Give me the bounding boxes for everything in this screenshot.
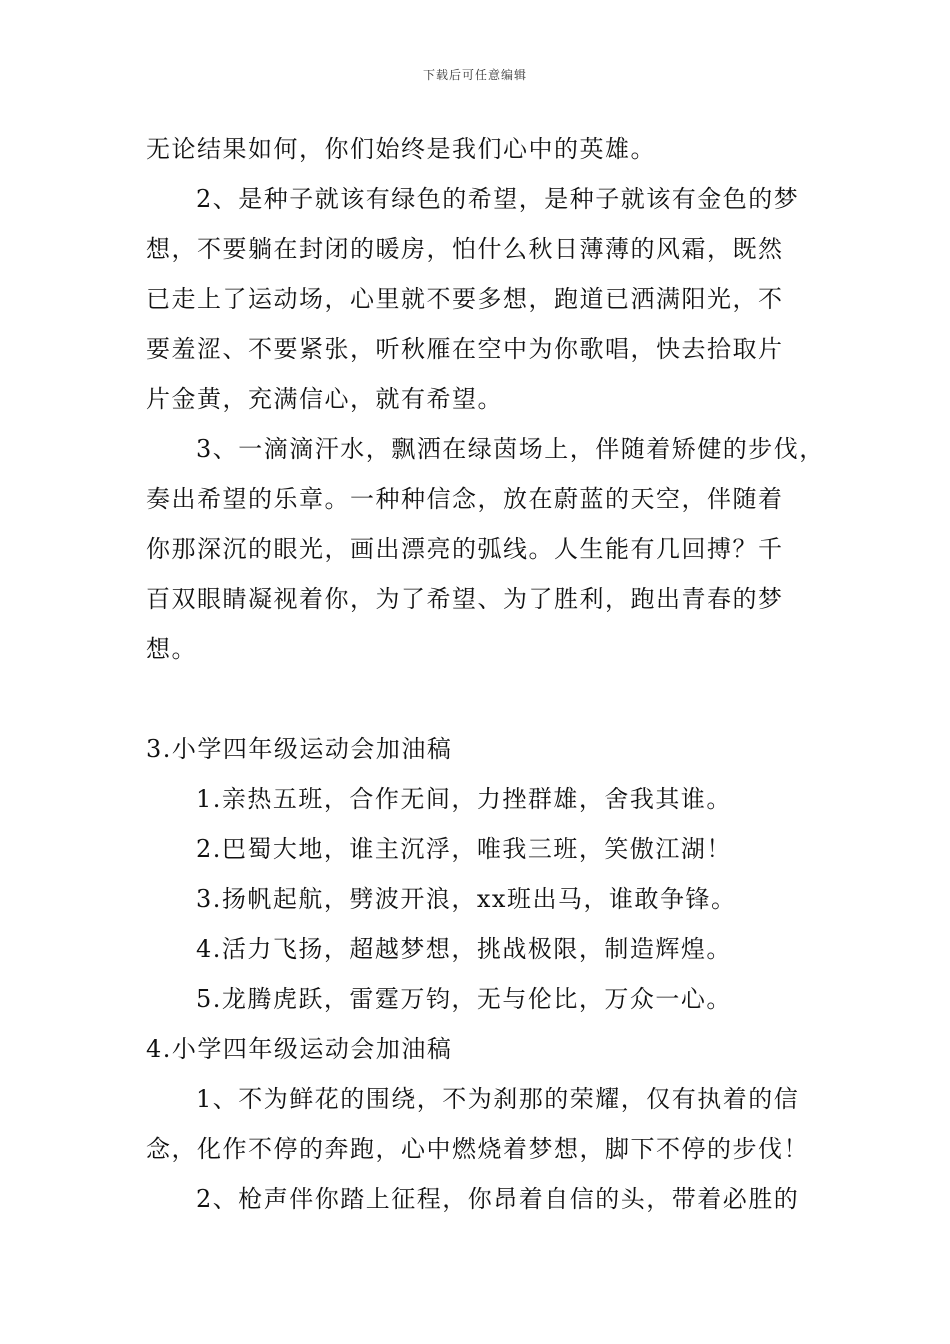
list-item: 5.龙腾虎跃，雷霆万钧，无与伦比，万众一心。 bbox=[196, 985, 732, 1013]
list-item: 2.巴蜀大地，谁主沉浮，唯我三班，笑傲江湖！ bbox=[196, 835, 732, 863]
section-heading: 4.小学四年级运动会加油稿 bbox=[146, 1035, 453, 1063]
text-line: 要羞涩、不要紧张，听秋雁在空中为你歌唱，快去拾取片 bbox=[146, 335, 784, 363]
text-line: 想。 bbox=[146, 635, 197, 663]
text-line: 已走上了运动场，心里就不要多想，跑道已洒满阳光，不 bbox=[146, 285, 784, 313]
text-line: 百双眼睛凝视着你，为了希望、为了胜利，跑出青春的梦 bbox=[146, 585, 784, 613]
paragraph-start-line: 2、枪声伴你踏上征程，你昂着自信的头，带着必胜的 bbox=[196, 1185, 800, 1213]
list-item: 4.活力飞扬，超越梦想，挑战极限，制造辉煌。 bbox=[196, 935, 732, 963]
text-line: 想，不要躺在封闭的暖房，怕什么秋日薄薄的风霜，既然 bbox=[146, 235, 784, 263]
text-line: 念，化作不停的奔跑，心中燃烧着梦想，脚下不停的步伐！ bbox=[146, 1135, 809, 1163]
list-item: 3.扬帆起航，劈波开浪，xx班出马，谁敢争锋。 bbox=[196, 885, 737, 913]
text-line: 你那深沉的眼光，画出漂亮的弧线。人生能有几回搏？千 bbox=[146, 535, 784, 563]
section-heading: 3.小学四年级运动会加油稿 bbox=[146, 735, 453, 763]
text-line: 无论结果如何，你们始终是我们心中的英雄。 bbox=[146, 135, 656, 163]
paragraph-start-line: 1、不为鲜花的围绕，不为刹那的荣耀，仅有执着的信 bbox=[196, 1085, 800, 1113]
page-header: 下载后可任意编辑 bbox=[422, 68, 527, 82]
list-item: 1.亲热五班，合作无间，力挫群雄，舍我其谁。 bbox=[196, 785, 732, 813]
text-line: 片金黄，充满信心，就有希望。 bbox=[146, 385, 503, 413]
paragraph-start-line: 2、是种子就该有绿色的希望，是种子就该有金色的梦 bbox=[196, 185, 800, 213]
text-line: 奏出希望的乐章。一种种信念，放在蔚蓝的天空，伴随着 bbox=[146, 485, 784, 513]
paragraph-start-line: 3、一滴滴汗水，飘洒在绿茵场上，伴随着矫健的步伐， bbox=[196, 435, 825, 463]
document-body bbox=[146, 124, 826, 1224]
blank-line bbox=[146, 674, 826, 724]
